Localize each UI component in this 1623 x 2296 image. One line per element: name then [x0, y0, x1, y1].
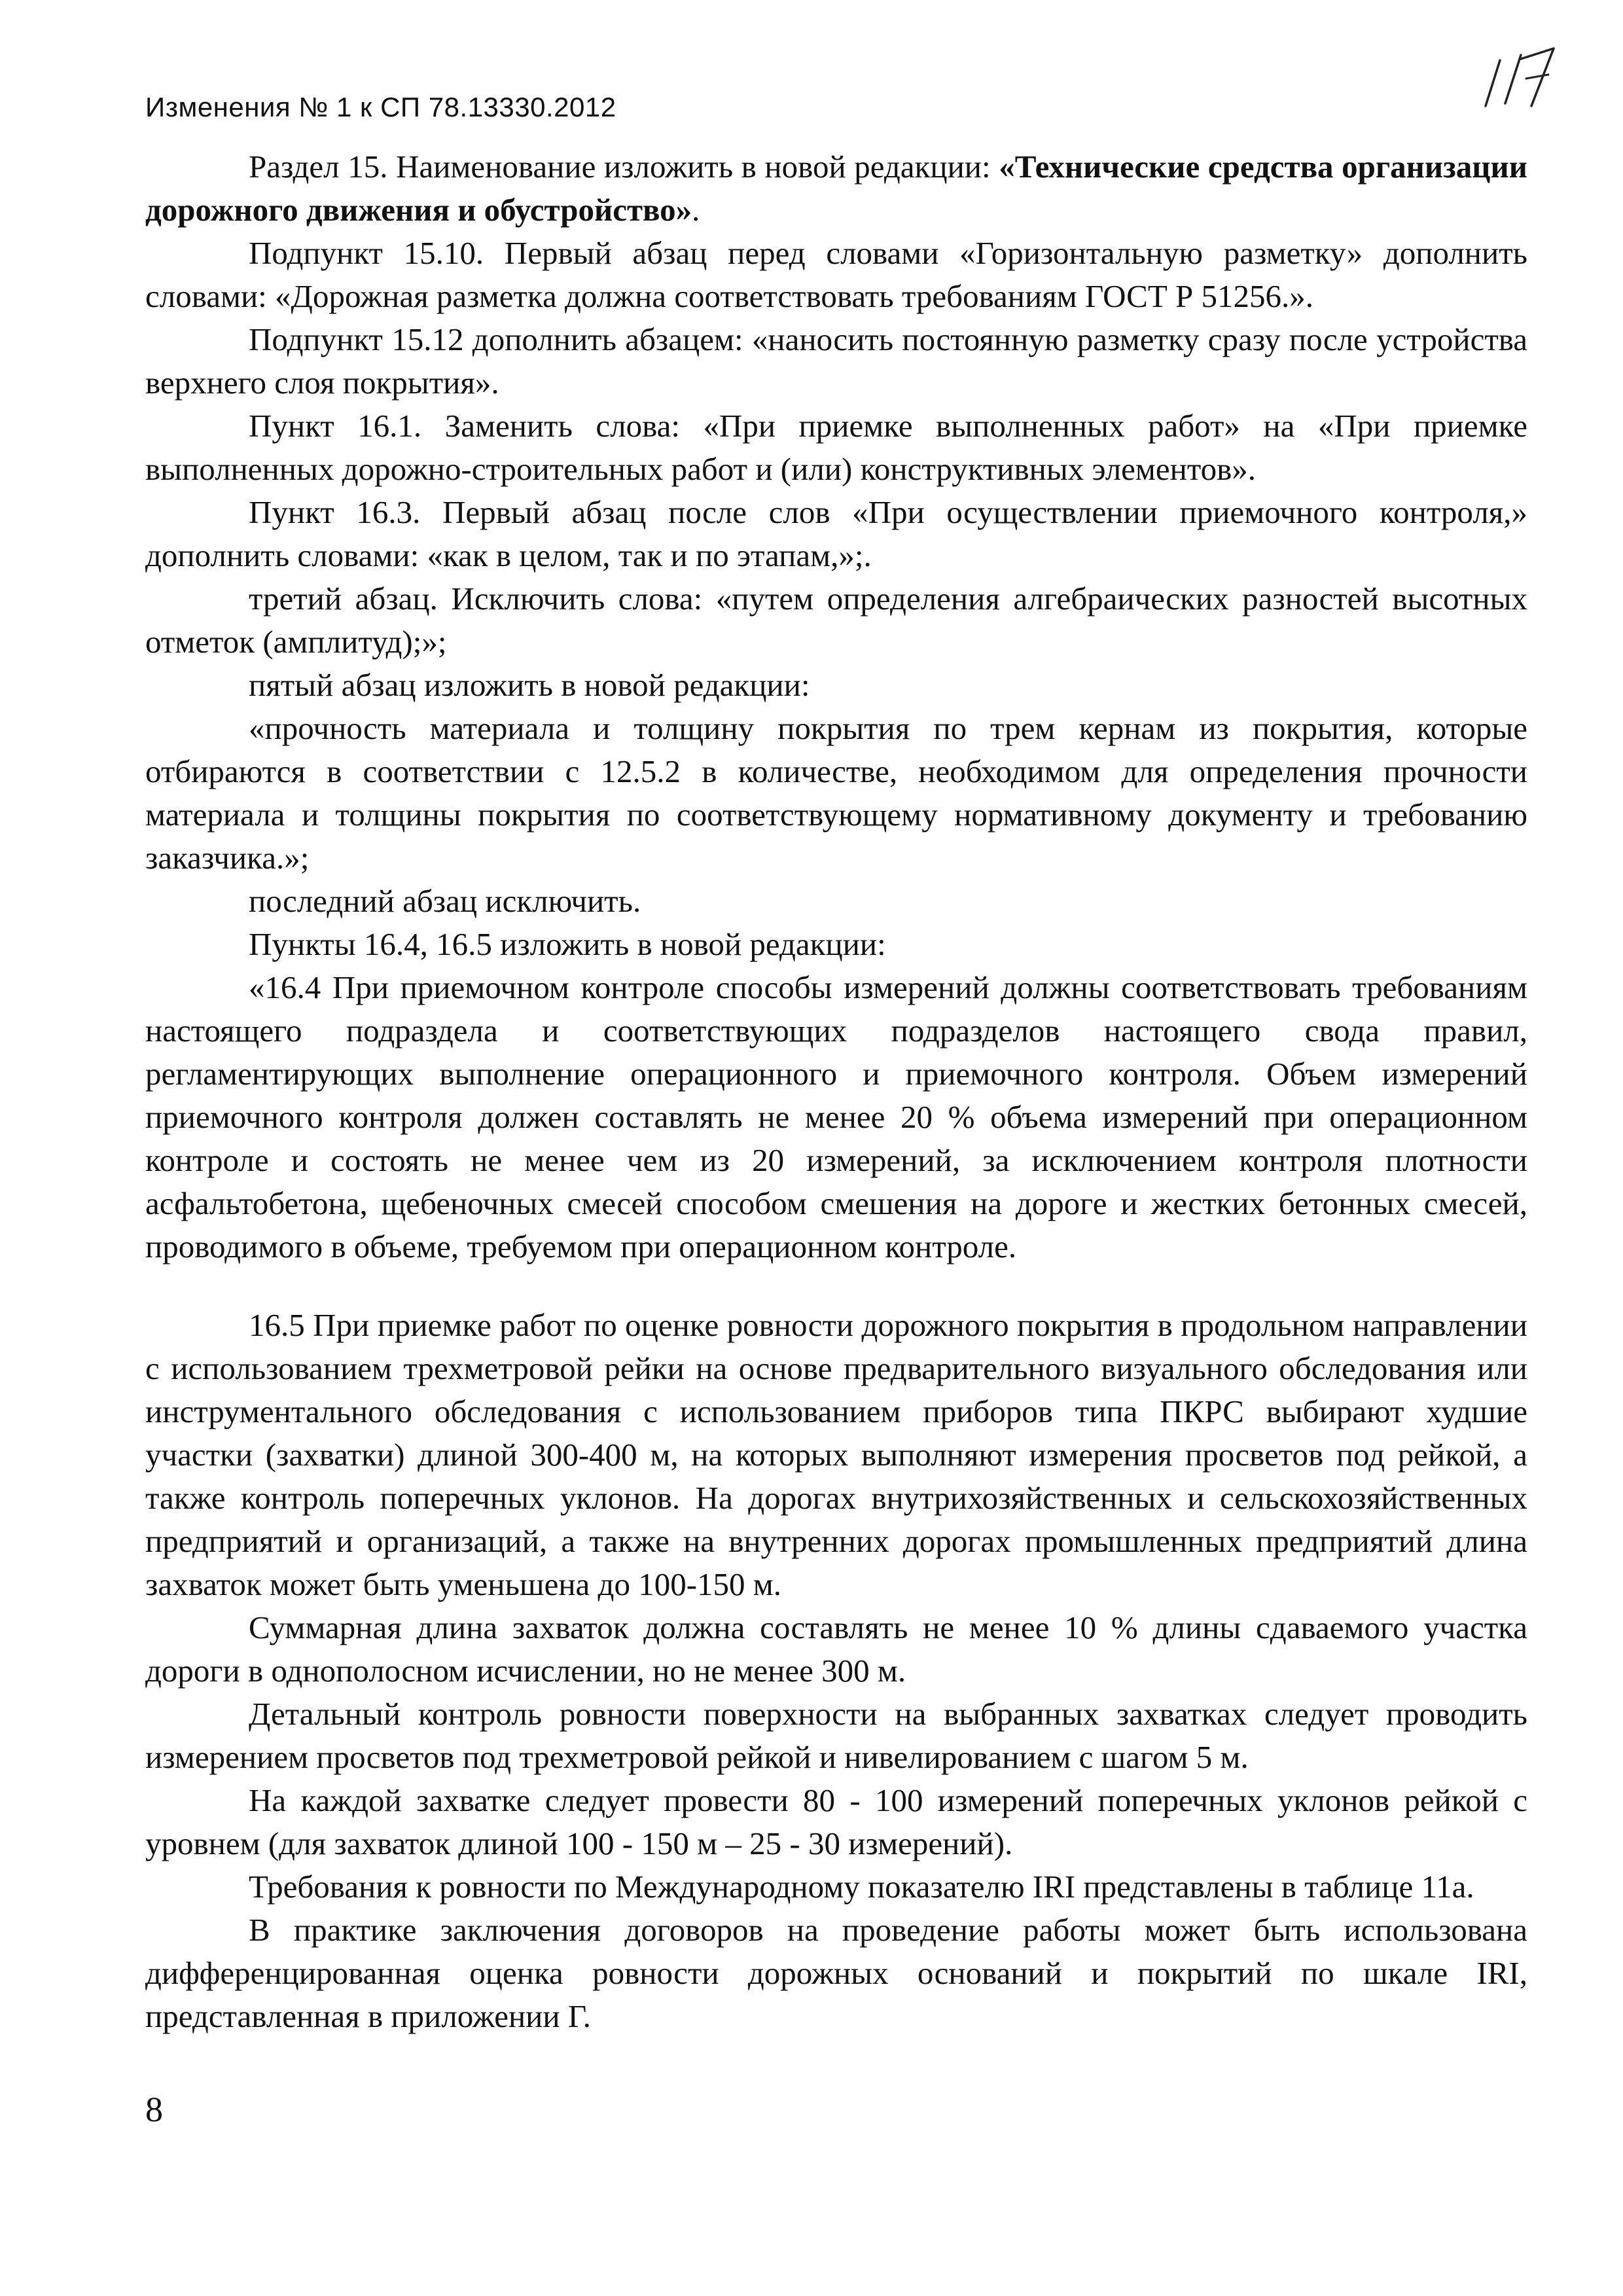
- clause-16-3-paragraph: Пункт 16.3. Первый абзац после слов «При осуществлении приемочного контроля,» дополнить словами: «как в целом, так и по этапам,»;.: [145, 494, 1527, 573]
- handwritten-page-mark: [1480, 41, 1559, 113]
- subclause-15-10-paragraph: Подпункт 15.10. Первый абзац перед словами «Горизонтальную разметку» дополнить словами: «Дорожная разметка должна соответствовать требованиям ГОСТ Р 51256.».: [145, 235, 1527, 314]
- clauses-16-4-16-5-intro: Пункты 16.4, 16.5 изложить в новой редакции:: [249, 926, 886, 962]
- page-number: 8: [145, 2090, 163, 2129]
- detailed-control-paragraph: Детальный контроль ровности поверхности на выбранных захватках следует проводить измерением просветов под трехметровой рейкой и нивелированием с шагом 5 м.: [145, 1696, 1527, 1775]
- fifth-abzac-new-text: «прочность материала и толщину покрытия по трем кернам из покрытия, которые отбираются в соответствии с 12.5.2 в количестве, необходимом для определения прочности материала и толщины покрытия по соответствующему нормативному документу и требованию заказчика.»;: [145, 710, 1527, 876]
- subclause-15-12-paragraph: Подпункт 15.12 дополнить абзацем: «наносить постоянную разметку сразу после устройства верхнего слоя покрытия».: [145, 321, 1527, 401]
- clause-16-1-paragraph: Пункт 16.1. Заменить слова: «При приемке выполненных работ» на «При приемке выполненных дорожно-строительных работ и (или) конструктивных элементов».: [145, 408, 1527, 487]
- contract-practice-paragraph: В практике заключения договоров на проведение работы может быть использована дифференцированная оценка ровности дорожных оснований и покрытий по шкале IRI, представленная в приложении Г.: [145, 1912, 1527, 2034]
- clause-16-4-text: «16.4 При приемочном контроле способы измерений должны соответствовать требованиям настоящего подраздела и соответствующих подразделов настоящего свода правил, регламентирующих выполнение операционного и приемочного контроля. Объем измерений приемочного контроля должен составлять не менее 20 % объема измерений при операционном контроле и состоять не менее чем из 20 измерений, за исключением контроля плотности асфальтобетона, щебеночных смесей способом смешения на дороге и жестких бетонных смесей, проводимого в объеме, требуемом при операционном контроле.: [145, 969, 1527, 1265]
- fifth-abzac-paragraph: пятый абзац изложить в новой редакции:: [249, 667, 810, 703]
- iri-requirements-paragraph: Требования к ровности по Международному показателю IRI представлены в таблице 11а.: [249, 1869, 1474, 1905]
- section-15-tail: .: [692, 192, 700, 228]
- last-abzac-paragraph: последний абзац исключить.: [249, 883, 641, 919]
- total-length-paragraph: Суммарная длина захваток должна составлять не менее 10 % длины сдаваемого участка дороги в однополосном исчислении, но не менее 300 м.: [145, 1609, 1527, 1689]
- measurements-paragraph: На каждой захватке следует провести 80 - 100 измерений поперечных уклонов рейкой с уровнем (для захваток длиной 100 - 150 м – 25 - 30 измерений).: [145, 1782, 1527, 1861]
- third-abzac-paragraph: третий абзац. Исключить слова: «путем определения алгебраических разностей высотных отметок (амплитуд);»;: [145, 581, 1527, 660]
- clause-16-5-text: 16.5 При приемке работ по оценке ровности дорожного покрытия в продольном направлении с использованием трехметровой рейки на основе предварительного визуального обследования или инструментального обследования с использованием приборов типа ПКРС выбирают худшие участки (захватки) длиной 300-400 м, на которых выполняют измерения просветов под рейкой, а также контроль поперечных уклонов. На дорогах внутрихозяйственных и сельскохозяйственных предприятий и организаций, а также на внутренних дорогах промышленных предприятий длина захваток может быть уменьшена до 100-150 м.: [145, 1307, 1527, 1602]
- section-15-new-title: «Технические средства организации дорожного движения и обустройство»: [145, 149, 1527, 228]
- section-15-lead: Раздел 15. Наименование изложить в новой редакции:: [249, 149, 999, 185]
- document-header: Изменения № 1 к СП 78.13330.2012: [145, 92, 616, 122]
- section-15-paragraph: [145, 145, 1527, 232]
- document-body: [145, 145, 1527, 2038]
